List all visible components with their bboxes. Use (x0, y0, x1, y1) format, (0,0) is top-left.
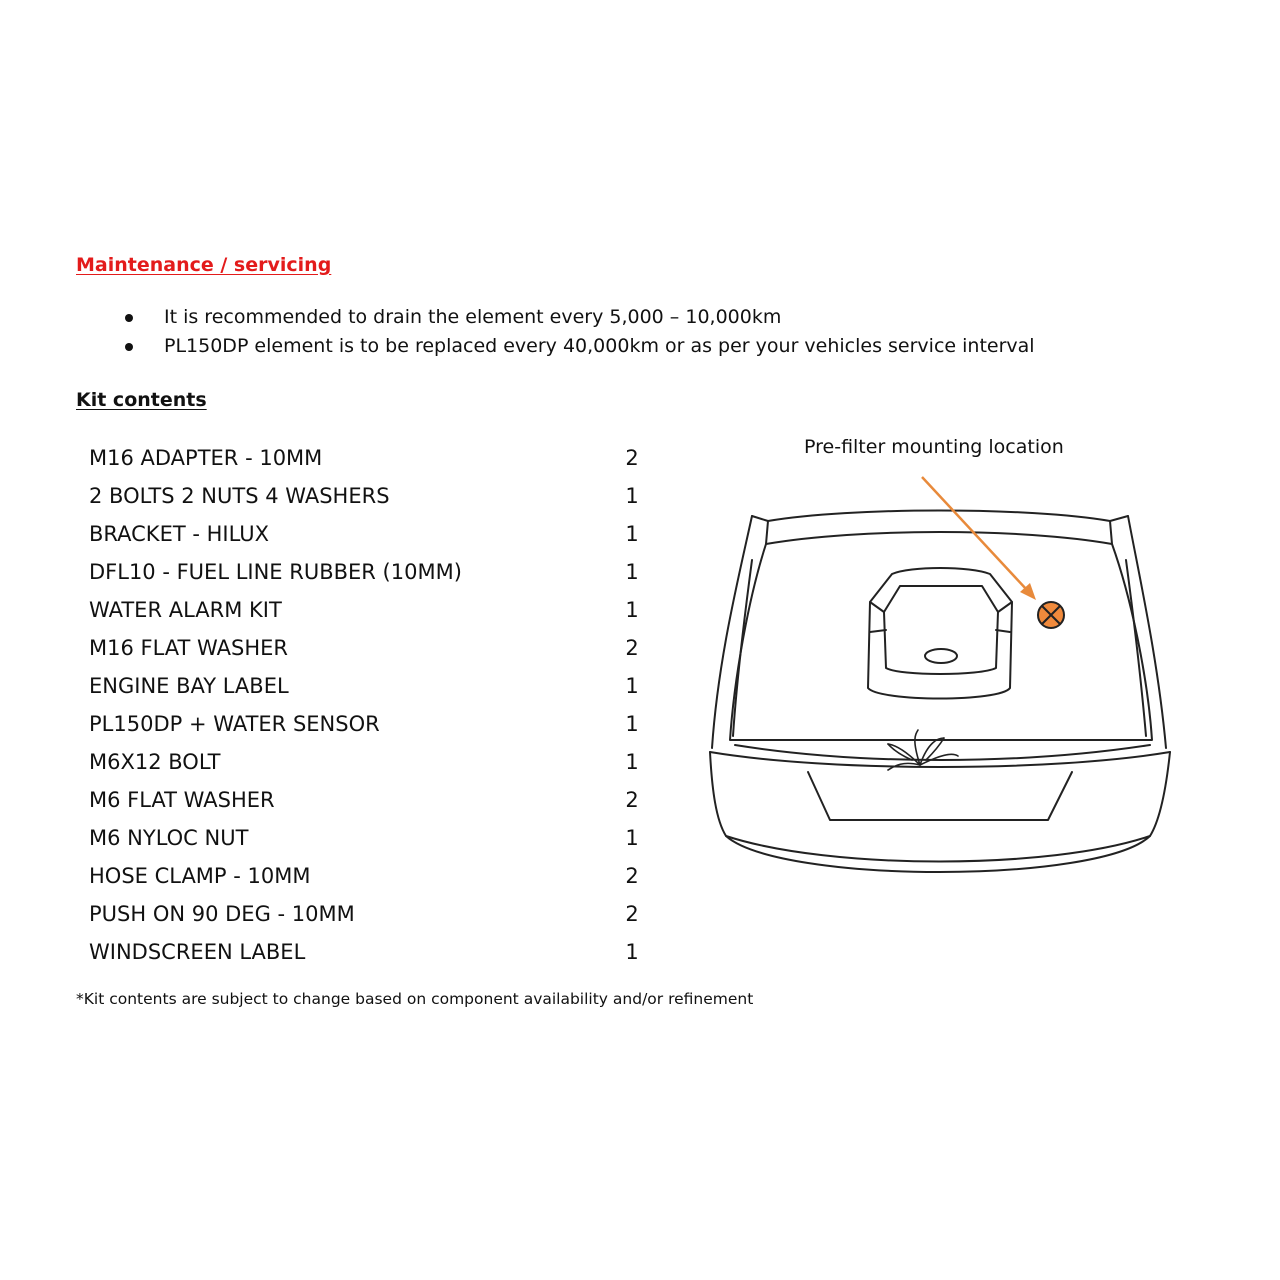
kit-item-qty: 2 (625, 446, 639, 470)
maintenance-bullet-text: PL150DP element is to be replaced every 40,000km or as per your vehicles service interval (164, 335, 1035, 357)
kit-item-qty: 1 (625, 940, 639, 964)
kit-item-row (89, 705, 649, 743)
kit-item-name: WINDSCREEN LABEL (89, 940, 306, 964)
kit-item-row (89, 553, 649, 591)
kit-item-name: M6X12 BOLT (89, 750, 221, 774)
kit-item-name: WATER ALARM KIT (89, 598, 282, 622)
kit-item-qty: 1 (625, 484, 639, 508)
kit-item-qty: 1 (625, 560, 639, 584)
vehicle-engine-bay-icon (700, 470, 1190, 900)
kit-item-name: M6 FLAT WASHER (89, 788, 275, 812)
kit-item-row (89, 781, 649, 819)
arrow-icon (922, 477, 1036, 600)
kit-item-qty: 1 (625, 712, 639, 736)
kit-item-qty: 2 (625, 788, 639, 812)
kit-item-qty: 1 (625, 750, 639, 774)
kit-item-name: ENGINE BAY LABEL (89, 674, 289, 698)
kit-item-name: M6 NYLOC NUT (89, 826, 249, 850)
kit-item-qty: 1 (625, 674, 639, 698)
kit-item-row (89, 439, 649, 477)
kit-item-name: DFL10 - FUEL LINE RUBBER (10MM) (89, 560, 462, 584)
kit-item-qty: 1 (625, 826, 639, 850)
kit-footnote: *Kit contents are subject to change based on component availability and/or refinement (76, 990, 754, 1008)
bullet-dot-icon (125, 314, 133, 322)
kit-item-name: 2 BOLTS 2 NUTS 4 WASHERS (89, 484, 390, 508)
kit-item-row (89, 895, 649, 933)
kit-item-row (89, 743, 649, 781)
kit-contents-table (89, 439, 649, 971)
kit-item-qty: 2 (625, 864, 639, 888)
kit-item-qty: 2 (625, 636, 639, 660)
kit-item-row (89, 857, 649, 895)
kit-item-name: M16 FLAT WASHER (89, 636, 288, 660)
kit-contents-heading: Kit contents (76, 389, 207, 411)
kit-item-name: BRACKET - HILUX (89, 522, 269, 546)
kit-item-row (89, 667, 649, 705)
maintenance-list (120, 303, 1035, 361)
diagram-caption: Pre-filter mounting location (804, 436, 1064, 458)
kit-item-row (89, 477, 649, 515)
kit-item-qty: 1 (625, 522, 639, 546)
kit-item-row (89, 819, 649, 857)
kit-item-row (89, 629, 649, 667)
maintenance-bullet (120, 303, 1035, 332)
maintenance-bullet-text: It is recommended to drain the element every 5,000 – 10,000km (164, 306, 782, 328)
kit-item-row (89, 933, 649, 971)
cross-circle-icon (1038, 602, 1064, 628)
kit-item-row (89, 591, 649, 629)
kit-item-row (89, 515, 649, 553)
maintenance-bullet (120, 332, 1035, 361)
kit-item-qty: 2 (625, 902, 639, 926)
kit-item-name: HOSE CLAMP - 10MM (89, 864, 311, 888)
bullet-dot-icon (125, 343, 133, 351)
maintenance-heading: Maintenance / servicing (76, 254, 332, 276)
kit-item-name: PL150DP + WATER SENSOR (89, 712, 380, 736)
kit-item-qty: 1 (625, 598, 639, 622)
kit-item-name: M16 ADAPTER - 10MM (89, 446, 323, 470)
kit-item-name: PUSH ON 90 DEG - 10MM (89, 902, 355, 926)
